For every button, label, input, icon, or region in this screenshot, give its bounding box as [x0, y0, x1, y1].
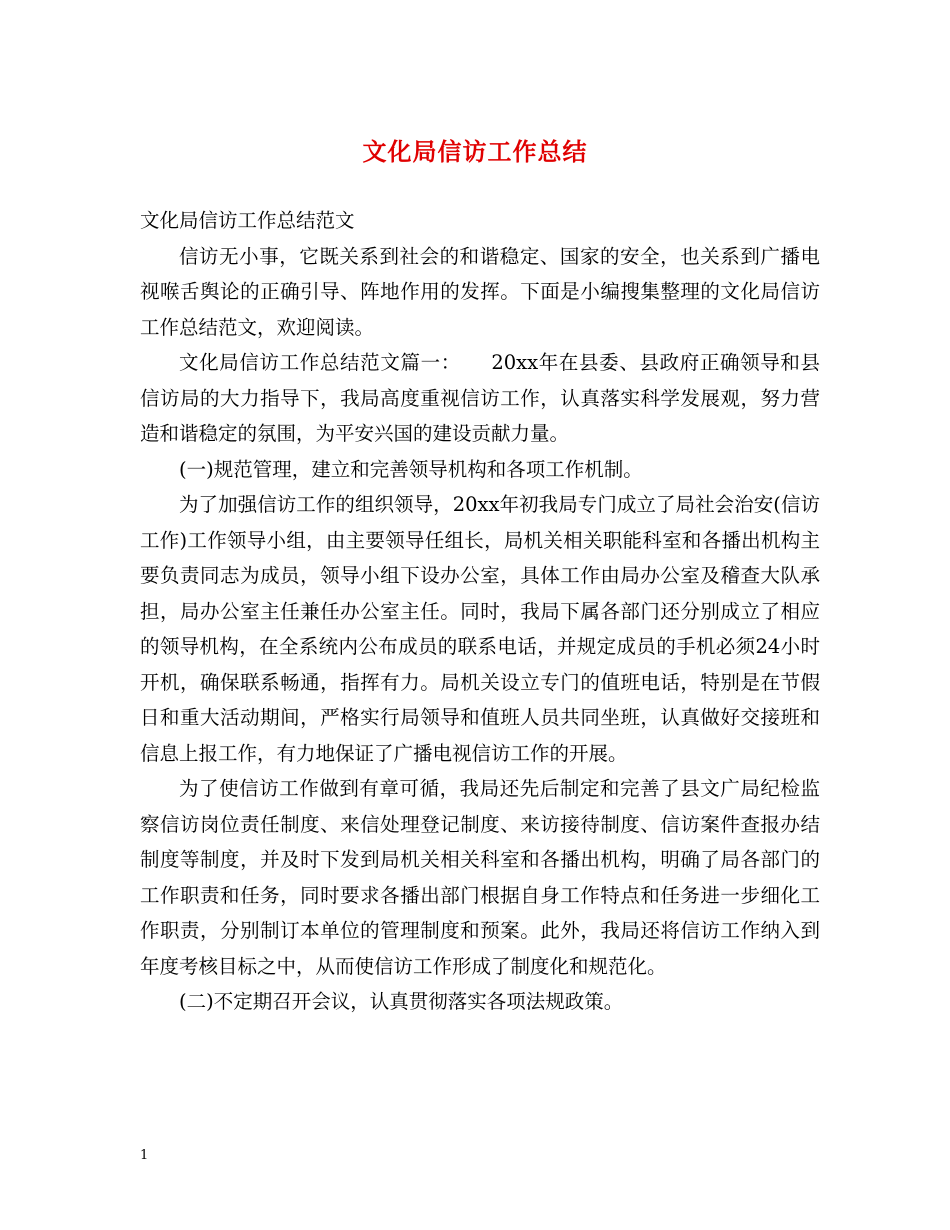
section-heading: (一)规范管理，建立和完善领导机构和各项工作机制。: [179, 457, 643, 481]
paragraph: 为了加强信访工作的组织领导，20xx年初我局专门成立了局社会治安(信访工作)工作领导小组，由主要领导任组长，局机关相关职能科室和各播出机构主要负责同志为成员，领导小组下设办公室，具体工作由局办公室及稽查大队承担，局办公室主任兼任办公室主任。同时，我局下属各部门还分别成立了相应的领导机构，在全系统内公布成员的联系电话，并规定成员的手机必须24小时开机，确保联系畅通，指挥有力。局机关设立专门的值班电话，特别是在节假日和重大活动期间，严格实行局领导和值班人员共同坐班，认真做好交接班和信息上报工作，有力地保证了广播电视信访工作的开展。: [140, 493, 820, 765]
paragraph: 文化局信访工作总结范文篇一： 20xx年在县委、县政府正确领导和县信访局的大力指导下，我局高度重视信访工作，认真落实科学发展观，努力营造和谐稳定的氛围，为平安兴国的建设贡献力量。: [140, 351, 820, 445]
section-heading: (二)不定期召开会议，认真贯彻落实各项法规政策。: [179, 990, 624, 1013]
document-body: [140, 203, 820, 1020]
page-number: 1: [140, 1148, 149, 1163]
paragraph: 为了使信访工作做到有章可循，我局还先后制定和完善了县文广局纪检监察信访岗位责任制度、来信处理登记制度、来访接待制度、信访案件查报办结制度等制度，并及时下发到局机关相关科室和各播出机构，明确了局各部门的工作职责和任务，同时要求各播出部门根据自身工作特点和任务进一步细化工作职责，分别制订本单位的管理制度和预案。此外，我局还将信访工作纳入到年度考核目标之中，从而使信访工作形成了制度化和规范化。: [140, 777, 820, 978]
document-subtitle: 文化局信访工作总结范文: [140, 209, 355, 232]
document-title: 文化局信访工作总结: [362, 137, 588, 166]
paragraph: 信访无小事，它既关系到社会的和谐稳定、国家的安全，也关系到广播电视喉舌舆论的正确引导、阵地作用的发挥。下面是小编搜集整理的文化局信访工作总结范文，欢迎阅读。: [140, 244, 820, 339]
